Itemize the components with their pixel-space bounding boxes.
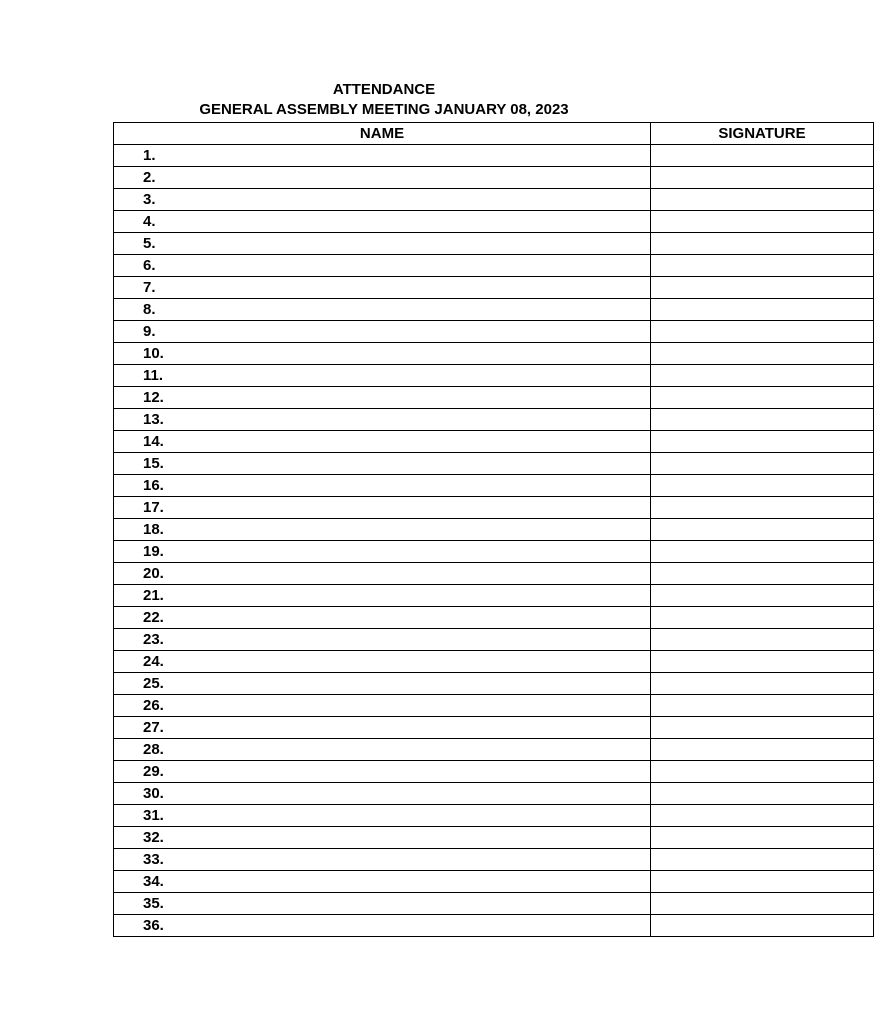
name-cell[interactable]: 14. bbox=[114, 431, 651, 453]
table-row bbox=[114, 211, 874, 233]
signature-cell[interactable] bbox=[651, 563, 874, 585]
table-row bbox=[114, 761, 874, 783]
signature-cell[interactable] bbox=[651, 387, 874, 409]
name-cell[interactable]: 13. bbox=[114, 409, 651, 431]
table-row bbox=[114, 519, 874, 541]
table-row bbox=[114, 783, 874, 805]
name-cell[interactable]: 3. bbox=[114, 189, 651, 211]
signature-cell[interactable] bbox=[651, 343, 874, 365]
name-cell[interactable]: 27. bbox=[114, 717, 651, 739]
name-cell[interactable]: 6. bbox=[114, 255, 651, 277]
table-row bbox=[114, 585, 874, 607]
name-cell[interactable]: 24. bbox=[114, 651, 651, 673]
signature-cell[interactable] bbox=[651, 739, 874, 761]
name-cell[interactable]: 19. bbox=[114, 541, 651, 563]
table-row bbox=[114, 629, 874, 651]
signature-cell[interactable] bbox=[651, 827, 874, 849]
table-row bbox=[114, 255, 874, 277]
name-cell[interactable]: 25. bbox=[114, 673, 651, 695]
name-cell[interactable]: 4. bbox=[114, 211, 651, 233]
table-row bbox=[114, 409, 874, 431]
name-cell[interactable]: 20. bbox=[114, 563, 651, 585]
name-cell[interactable]: 31. bbox=[114, 805, 651, 827]
name-cell[interactable]: 32. bbox=[114, 827, 651, 849]
name-cell[interactable]: 2. bbox=[114, 167, 651, 189]
document-title: ATTENDANCE bbox=[332, 81, 436, 98]
name-cell[interactable]: 11. bbox=[114, 365, 651, 387]
name-cell[interactable]: 16. bbox=[114, 475, 651, 497]
table-row bbox=[114, 651, 874, 673]
signature-cell[interactable] bbox=[651, 409, 874, 431]
signature-cell[interactable] bbox=[651, 651, 874, 673]
name-cell[interactable]: 17. bbox=[114, 497, 651, 519]
table-row bbox=[114, 541, 874, 563]
signature-cell[interactable] bbox=[651, 805, 874, 827]
signature-cell[interactable] bbox=[651, 211, 874, 233]
name-cell[interactable]: 8. bbox=[114, 299, 651, 321]
table-row bbox=[114, 739, 874, 761]
table-row bbox=[114, 189, 874, 211]
table-row bbox=[114, 695, 874, 717]
signature-column-header: SIGNATURE bbox=[651, 123, 874, 145]
name-cell[interactable]: 21. bbox=[114, 585, 651, 607]
table-row bbox=[114, 893, 874, 915]
table-row bbox=[114, 497, 874, 519]
table-row bbox=[114, 277, 874, 299]
name-cell[interactable]: 22. bbox=[114, 607, 651, 629]
signature-cell[interactable] bbox=[651, 893, 874, 915]
signature-cell[interactable] bbox=[651, 167, 874, 189]
signature-cell[interactable] bbox=[651, 453, 874, 475]
name-cell[interactable]: 18. bbox=[114, 519, 651, 541]
signature-cell[interactable] bbox=[651, 585, 874, 607]
name-cell[interactable]: 23. bbox=[114, 629, 651, 651]
signature-cell[interactable] bbox=[651, 233, 874, 255]
name-cell[interactable]: 9. bbox=[114, 321, 651, 343]
name-cell[interactable]: 5. bbox=[114, 233, 651, 255]
signature-cell[interactable] bbox=[651, 189, 874, 211]
signature-cell[interactable] bbox=[651, 871, 874, 893]
table-row bbox=[114, 233, 874, 255]
table-row bbox=[114, 431, 874, 453]
signature-cell[interactable] bbox=[651, 145, 874, 167]
name-cell[interactable]: 33. bbox=[114, 849, 651, 871]
signature-cell[interactable] bbox=[651, 497, 874, 519]
signature-cell[interactable] bbox=[651, 475, 874, 497]
name-cell[interactable]: 10. bbox=[114, 343, 651, 365]
signature-cell[interactable] bbox=[651, 277, 874, 299]
name-cell[interactable]: 15. bbox=[114, 453, 651, 475]
name-cell[interactable]: 29. bbox=[114, 761, 651, 783]
table-row bbox=[114, 167, 874, 189]
name-cell[interactable]: 30. bbox=[114, 783, 651, 805]
signature-cell[interactable] bbox=[651, 695, 874, 717]
attendance-table bbox=[113, 122, 874, 937]
name-cell[interactable]: 35. bbox=[114, 893, 651, 915]
name-cell[interactable]: 34. bbox=[114, 871, 651, 893]
table-row bbox=[114, 849, 874, 871]
name-cell[interactable]: 26. bbox=[114, 695, 651, 717]
table-row bbox=[114, 343, 874, 365]
table-row bbox=[114, 475, 874, 497]
table-row bbox=[114, 387, 874, 409]
signature-cell[interactable] bbox=[651, 607, 874, 629]
signature-cell[interactable] bbox=[651, 849, 874, 871]
signature-cell[interactable] bbox=[651, 783, 874, 805]
name-cell[interactable]: 36. bbox=[114, 915, 651, 937]
table-row bbox=[114, 673, 874, 695]
name-cell[interactable]: 1. bbox=[114, 145, 651, 167]
signature-cell[interactable] bbox=[651, 915, 874, 937]
table-row bbox=[114, 145, 874, 167]
table-row bbox=[114, 321, 874, 343]
signature-cell[interactable] bbox=[651, 673, 874, 695]
table-header-row bbox=[114, 123, 874, 145]
signature-cell[interactable] bbox=[651, 717, 874, 739]
table-row bbox=[114, 365, 874, 387]
table-row bbox=[114, 299, 874, 321]
table-row bbox=[114, 827, 874, 849]
name-cell[interactable]: 7. bbox=[114, 277, 651, 299]
signature-cell[interactable] bbox=[651, 321, 874, 343]
table-row bbox=[114, 871, 874, 893]
table-row bbox=[114, 607, 874, 629]
signature-cell[interactable] bbox=[651, 629, 874, 651]
name-cell[interactable]: 28. bbox=[114, 739, 651, 761]
signature-cell[interactable] bbox=[651, 255, 874, 277]
signature-cell[interactable] bbox=[651, 299, 874, 321]
table-row bbox=[114, 453, 874, 475]
name-column-header: NAME bbox=[114, 123, 651, 145]
table-row bbox=[114, 717, 874, 739]
signature-cell[interactable] bbox=[651, 761, 874, 783]
signature-cell[interactable] bbox=[651, 365, 874, 387]
signature-cell[interactable] bbox=[651, 431, 874, 453]
document-subtitle: GENERAL ASSEMBLY MEETING JANUARY 08, 2023 bbox=[199, 101, 569, 118]
signature-cell[interactable] bbox=[651, 541, 874, 563]
table-row bbox=[114, 915, 874, 937]
table-row bbox=[114, 563, 874, 585]
signature-cell[interactable] bbox=[651, 519, 874, 541]
attendance-rows bbox=[114, 145, 874, 937]
name-cell[interactable]: 12. bbox=[114, 387, 651, 409]
table-row bbox=[114, 805, 874, 827]
